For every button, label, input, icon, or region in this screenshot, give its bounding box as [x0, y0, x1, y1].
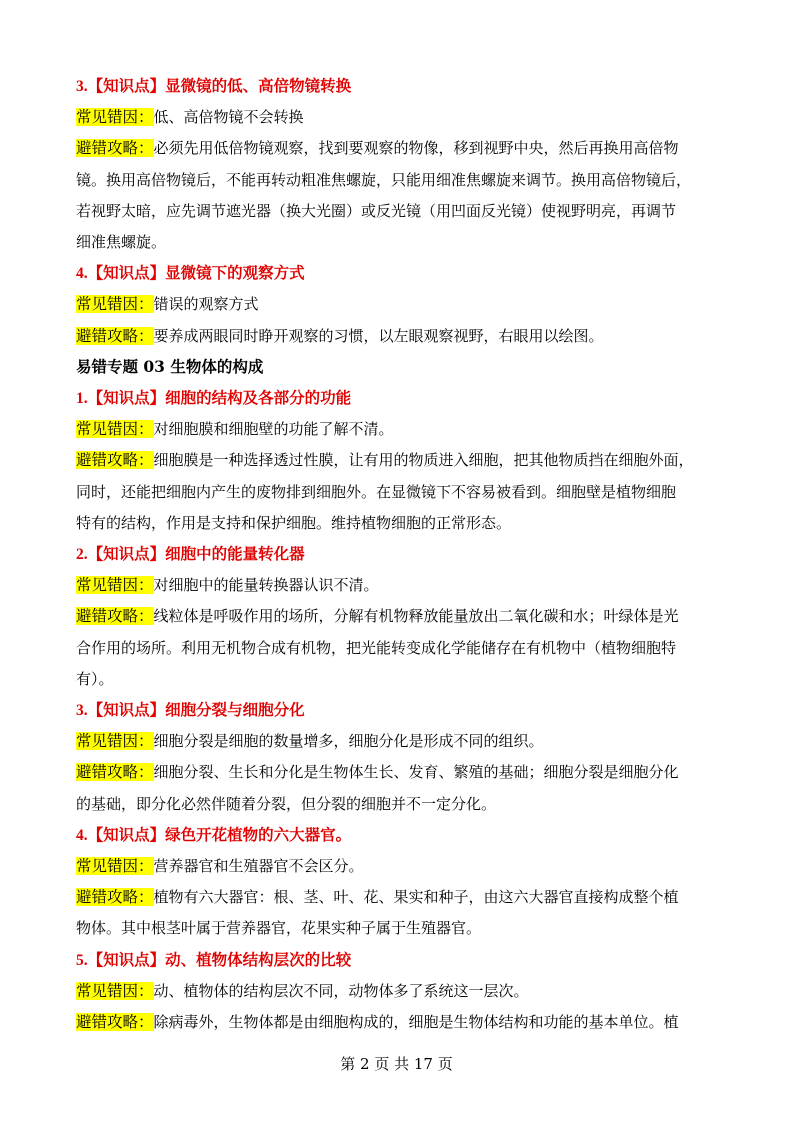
item-text: 的基础，即分化必然伴随着分裂，但分裂的细胞并不一定分化。: [76, 794, 497, 813]
knowledge-point-heading: [76, 387, 716, 410]
item-line: [76, 855, 716, 877]
item-line: [76, 574, 716, 596]
item-line: [76, 605, 716, 627]
item-line: [76, 668, 716, 690]
knowledge-point-heading: [76, 949, 716, 972]
item-line: [76, 917, 716, 939]
highlighted-label: 避错攻略：: [76, 451, 154, 470]
knowledge-point-title: 细胞分裂与细胞分化: [165, 700, 305, 719]
knowledge-point-heading: [76, 824, 716, 847]
knowledge-point-number: 4.: [76, 826, 88, 844]
knowledge-point-tag: 【知识点】: [87, 76, 166, 95]
highlighted-label: 常见错因：: [76, 295, 154, 314]
item-text: 植物有六大器官：根、茎、叶、花、果实和种子，由这六大器官直接构成整个植: [153, 888, 679, 907]
highlighted-label: 常见错因：: [76, 420, 154, 439]
item-line: [76, 106, 716, 128]
item-line: [76, 793, 716, 815]
item-text: 细胞分裂是细胞的数量增多，细胞分化是形成不同的组织。: [153, 732, 544, 751]
item-text: 合作用的场所。利用无机物合成有机物，把光能转变成化学能储存在有机物中（植物细胞特: [76, 638, 677, 657]
item-text: 细准焦螺旋。: [76, 233, 167, 251]
highlighted-label: 避错攻略：: [76, 607, 154, 626]
item-line: [76, 169, 716, 191]
knowledge-point-number: 2.: [76, 546, 88, 563]
highlighted-label: 常见错因：: [76, 108, 154, 127]
highlighted-label: 常见错因：: [76, 857, 154, 875]
knowledge-point-tag: 【知识点】: [87, 949, 166, 969]
item-line: [76, 325, 716, 347]
knowledge-point-number: 3.: [76, 702, 88, 719]
item-line: [76, 418, 716, 440]
knowledge-point-title: 绿色开花植物的六大器官。: [165, 824, 352, 844]
highlighted-label: 常见错因：: [76, 576, 154, 595]
knowledge-point-title: 显微镜的低、高倍物镜转换: [165, 76, 352, 95]
knowledge-point-title: 显微镜下的观察方式: [165, 263, 305, 283]
highlighted-label: 避错攻略：: [76, 1013, 154, 1031]
item-text: 低、高倍物镜不会转换: [153, 108, 304, 127]
item-line: [76, 200, 716, 222]
item-text: 同时，还能把细胞内产生的废物排到细胞外。在显微镜下不容易被看到。细胞壁是植物细胞: [76, 482, 677, 501]
knowledge-point-tag: 【知识点】: [87, 388, 166, 407]
item-line: [76, 481, 716, 503]
highlighted-label: 避错攻略：: [76, 326, 154, 345]
highlighted-label: 常见错因：: [76, 981, 154, 1000]
knowledge-point-tag: 【知识点】: [87, 263, 166, 283]
item-line: [76, 730, 716, 752]
item-text: 要养成两眼同时睁开观察的习惯，以左眼观察视野，右眼用以绘图。: [153, 326, 604, 345]
section-heading: [76, 356, 716, 378]
item-line: [76, 449, 716, 471]
item-text: 线粒体是呼吸作用的场所，分解有机物释放能量放出二氧化碳和水；叶绿体是光: [153, 607, 679, 626]
item-line: [76, 761, 716, 783]
item-line: [76, 886, 716, 908]
highlighted-label: 避错攻略：: [76, 139, 154, 158]
item-line: [76, 980, 716, 1002]
item-text: 物体。其中根茎叶属于营养器官，花果实种子属于生殖器官。: [76, 919, 482, 938]
item-text: 若视野太暗，应先调节遮光器（换大光圈）或反光镜（用凹面反光镜）使视野明亮，再调节: [76, 201, 677, 220]
knowledge-point-title: 动、植物体结构层次的比较: [165, 949, 352, 969]
knowledge-point-tag: 【知识点】: [87, 544, 166, 563]
knowledge-point-heading: [76, 699, 716, 722]
item-line: [76, 231, 716, 253]
section-title: 易错专题 03 生物体的构成: [76, 356, 264, 376]
highlighted-label: 避错攻略：: [76, 888, 154, 907]
item-text: 动、植物体的结构层次不同，动物体多了系统这一层次。: [153, 981, 529, 1000]
item-line: [76, 512, 716, 534]
page-footer: 第 2 页 共 17 页: [340, 1055, 453, 1073]
knowledge-point-number: 4.: [76, 265, 88, 283]
item-text: 必须先用低倍物镜观察，找到要观察的物像，移到视野中央，然后再换用高倍物: [153, 139, 679, 158]
knowledge-point-number: 5.: [76, 951, 88, 969]
highlighted-label: 常见错因：: [76, 732, 154, 751]
knowledge-point-heading: [76, 75, 716, 98]
item-text: 营养器官和生殖器官不会区分。: [153, 857, 364, 875]
item-text: 对细胞膜和细胞壁的功能了解不清。: [153, 420, 394, 439]
item-text: 对细胞中的能量转换器认识不清。: [153, 576, 379, 595]
highlighted-label: 避错攻略：: [76, 763, 154, 782]
item-line: [76, 137, 716, 159]
knowledge-point-number: 1.: [76, 390, 88, 407]
item-text: 镜。换用高倍物镜后，不能再转动粗准焦螺旋，只能用细准焦螺旋来调节。换用高倍物镜后，: [76, 170, 692, 189]
item-text: 错误的观察方式: [153, 295, 259, 314]
item-line: [76, 1011, 716, 1033]
knowledge-point-heading: [76, 262, 716, 285]
item-line: [76, 637, 716, 659]
item-line: [76, 293, 716, 315]
knowledge-point-number: 3.: [76, 78, 88, 95]
item-text: 细胞分裂、生长和分化是生物体生长、发育、繁殖的基础；细胞分裂是细胞分化: [153, 763, 679, 782]
knowledge-point-title: 细胞中的能量转化器: [165, 544, 305, 563]
knowledge-point-title: 细胞的结构及各部分的功能: [165, 388, 352, 407]
item-text: 细胞膜是一种选择透过性膜，让有用的物质进入细胞，把其他物质挡在细胞外面，: [153, 451, 694, 470]
item-text: 除病毒外，生物体都是由细胞构成的，细胞是生物体结构和功能的基本单位。植: [153, 1013, 679, 1031]
knowledge-point-heading: [76, 543, 716, 566]
knowledge-point-tag: 【知识点】: [87, 824, 166, 844]
item-text: 特有的结构，作用是支持和保护细胞。维持植物细胞的正常形态。: [76, 513, 512, 532]
knowledge-point-tag: 【知识点】: [87, 700, 166, 719]
item-text: 有）。: [76, 669, 114, 688]
